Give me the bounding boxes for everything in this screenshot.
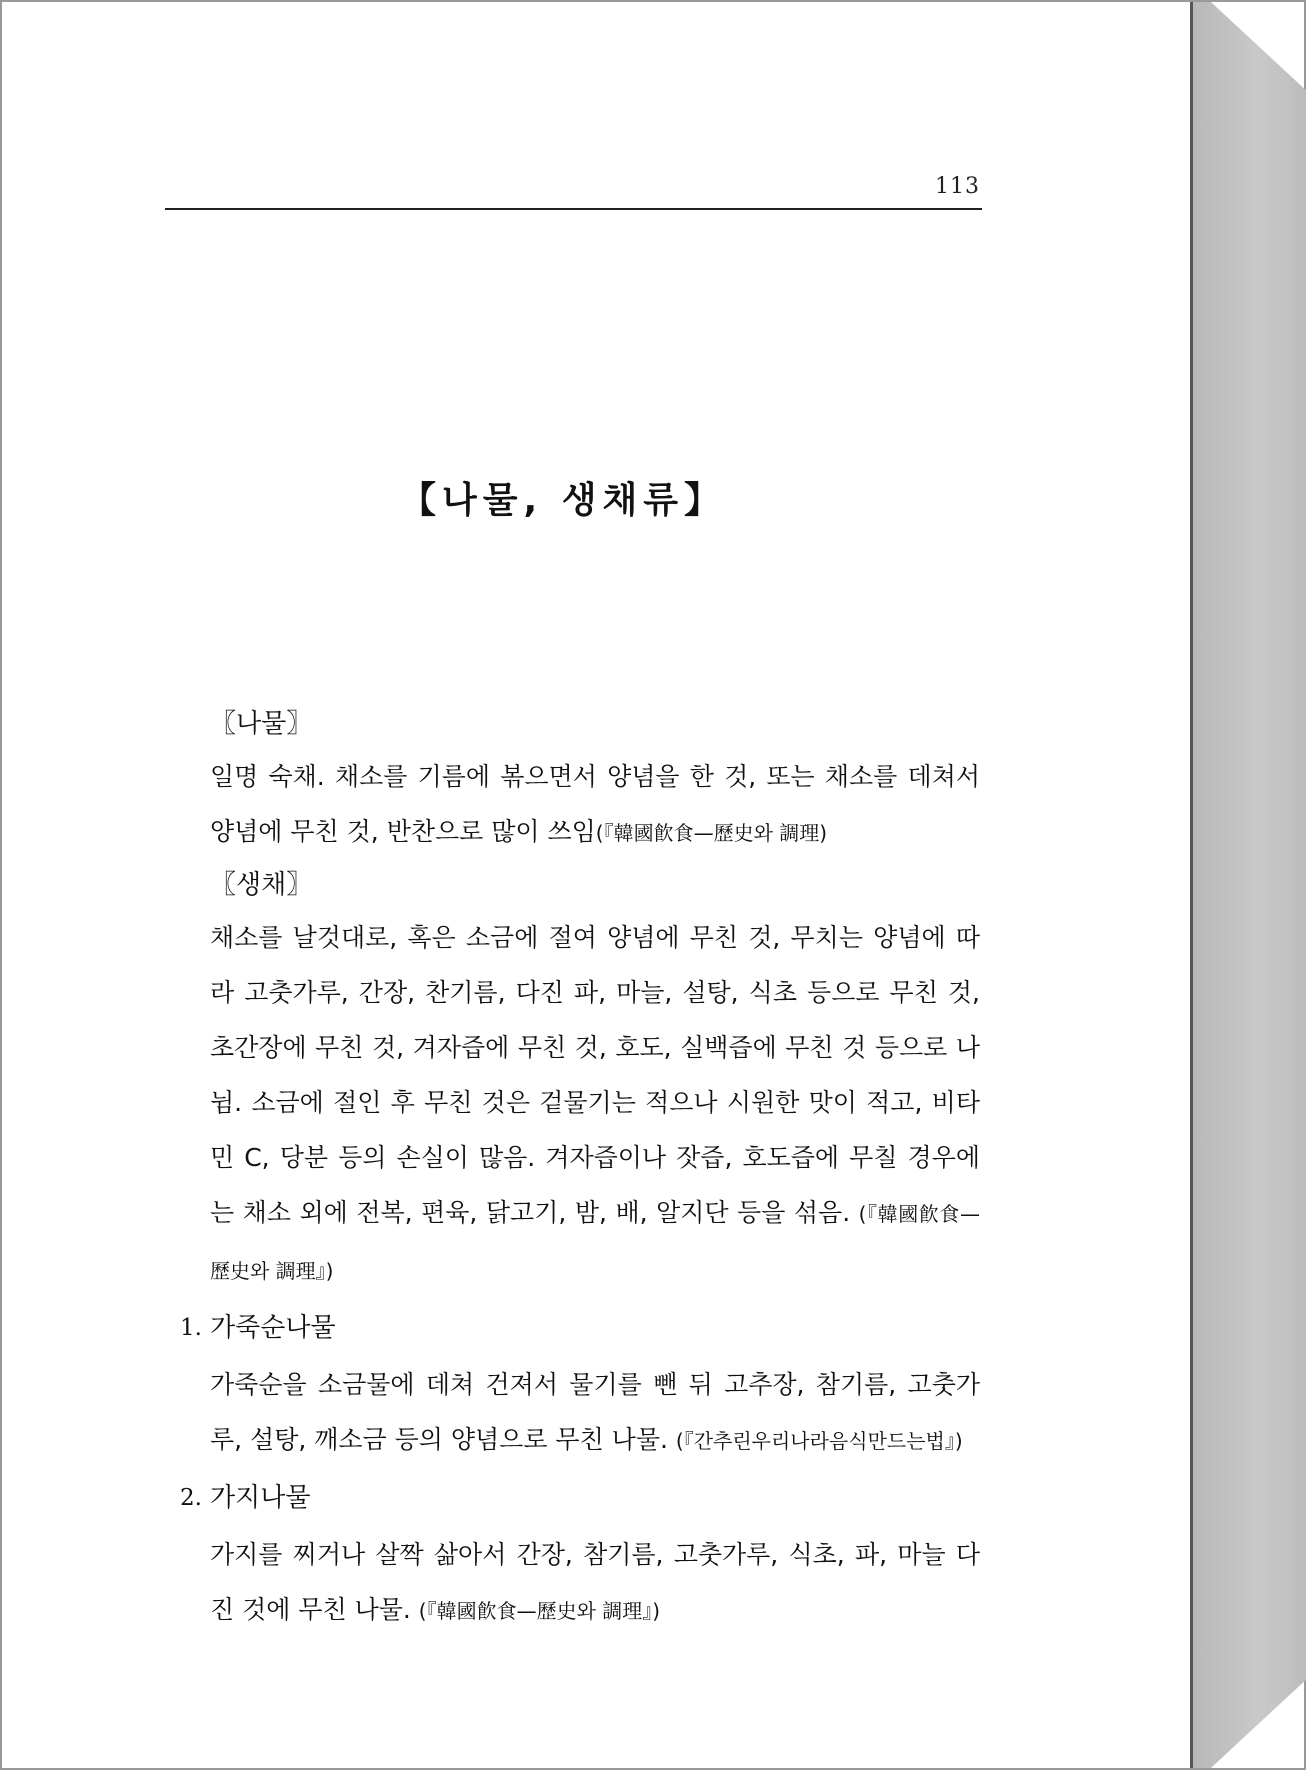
entry-number: 1. [180, 1315, 202, 1341]
page-number: 113 [935, 174, 980, 199]
recipe-entry-2 [180, 1469, 980, 1639]
description-text: 가지를 찌거나 살짝 삶아서 간장, 참기름, 고춧가루, 식초, 파, 마늘 다진 것에 무친 나물. [210, 1540, 980, 1624]
chapter-title: 【나물, 생채류】 [399, 480, 727, 521]
term-definition-saengchae [210, 910, 980, 1299]
entry-number: 2. [180, 1485, 202, 1511]
description-text: 가죽순을 소금물에 데쳐 건져서 물기를 뺀 뒤 고추장, 참기름, 고춧가루, 설탕, 깨소금 등의 양념으로 무친 나물. [210, 1370, 980, 1454]
header-rule [165, 208, 982, 210]
entry-title-text: 가죽순나물 [210, 1313, 336, 1343]
source-citation: (『韓國飮食—歷史와 調理』) [210, 1202, 980, 1283]
entry-description [210, 1527, 980, 1639]
definition-text: 일명 숙채. 채소를 기름에 볶으면서 양념을 한 것, 또는 채소를 데쳐서 양념에 무친 것, 반찬으로 많이 쓰임 [210, 762, 980, 846]
entry-title [180, 1469, 980, 1527]
entry-title [180, 1299, 980, 1357]
term-heading-saengchae: 〖생채〗 [210, 870, 313, 900]
entry-description [210, 1357, 980, 1469]
recipe-entry-1 [180, 1299, 980, 1469]
page-edge-line [1190, 2, 1193, 1768]
source-citation: (『韓國飮食—歷史와 調理』) [418, 1599, 661, 1623]
term-heading-namul: 〖나물〗 [210, 709, 313, 739]
term-definition-namul [210, 749, 980, 861]
entry-title-text: 가지나물 [210, 1483, 311, 1513]
page-content [180, 700, 980, 1639]
source-citation: (『韓國飮食—歷史와 調理) [595, 821, 828, 845]
definition-text: 채소를 날것대로, 혹은 소금에 절여 양념에 무친 것, 무치는 양념에 따라 고춧가루, 간장, 찬기름, 다진 파, 마늘, 설탕, 식초 등으로 무친 것, 초간장에 무친 것, 겨자즙에 무친 것, 호도, 실백즙에 무친 것 등으로 나뉨. 소금에 절인 후 무친 것은 겉물기는 적으나 시원한 맛이 적고, 비타민 C, 당분 등의 손실이 많음. 겨자즙이나 잣즙, 호도즙에 무칠 경우에는 채소 외에 전복, 편육, 닭고기, 밤, 배, 알지단 등을 섞음. [210, 923, 980, 1227]
source-citation: (『간추린우리나라음식만드는법』) [675, 1429, 963, 1453]
page-edge-shadow [1190, 2, 1306, 1768]
